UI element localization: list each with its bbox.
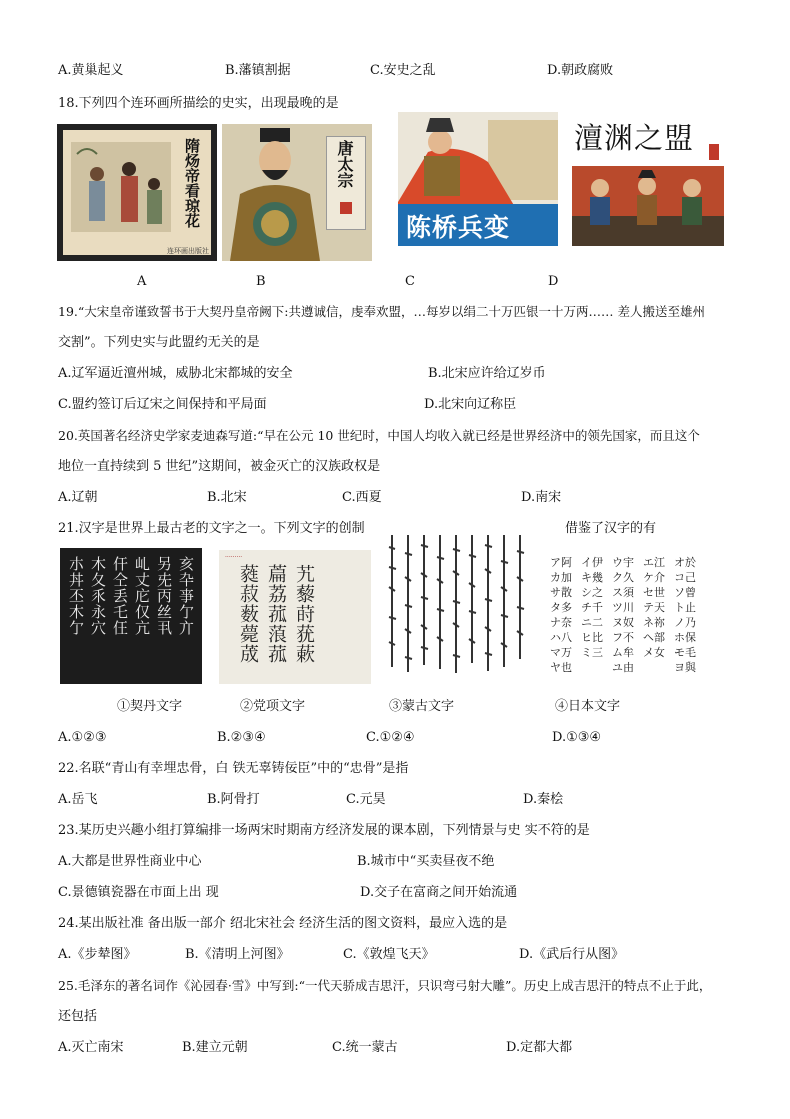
q24-option-a: A.《步辇图》 [58,947,137,962]
q25-option-d: D.定都大都 [506,1040,573,1055]
q23-option-b: B.城市中“买卖昼夜不绝 [357,854,495,869]
kana-cell [581,660,612,675]
q25-option-a: A.灭亡南宋 [58,1040,124,1055]
q21-stem-part1: 21.汉字是世界上最古老的文字之一。下列文字的创制 [58,521,365,536]
kana-cell: ウ宇 [612,556,634,569]
q17-option-c: C.安史之乱 [370,63,436,78]
kana-cell [643,660,674,675]
kana-cell: ト止 [674,601,696,614]
kana-cell: サ散 [550,586,572,599]
comic-title-b: 唐太宗 [335,140,354,188]
kana-cell: ヌ奴 [612,616,634,629]
comic-title-c: 陈桥兵变 [406,213,511,242]
kana-cell: モ毛 [674,646,696,659]
kana-cell: ニ二 [581,616,603,629]
kana-cell: メ女 [643,646,665,659]
kana-cell: マ万 [550,646,572,659]
q18-stem: 18.下列四个连环画所描绘的史实，出现最晚的是 [58,96,339,111]
kana-cell: キ幾 [581,571,603,584]
q21-label-1: ①契丹文字 [117,699,183,714]
q21-label-3: ③蒙古文字 [389,699,455,714]
q24-stem: 24.某出版社准 备出版一部介 绍北宋社会 经济生活的图文资料，最应入选的是 [58,916,508,931]
kana-cell: コ己 [674,571,696,584]
kana-cell: ノ乃 [674,616,696,629]
q23-option-c: C.景德镇瓷器在市面上出 现 [58,885,219,900]
japanese-kana-table [548,553,708,681]
kana-cell: ヘ部 [643,631,665,644]
kana-cell: ス須 [612,586,634,599]
kana-cell: シ之 [581,586,603,599]
kana-cell: ホ保 [674,631,696,644]
kana-cell: エ江 [643,556,665,569]
q20-stem-line2: 地位一直持续到 5 世纪”这期间，被金灭亡的汉族政权是 [58,459,381,474]
q20-option-a: A.辽朝 [58,490,98,505]
mongolian-script-image [380,527,530,685]
kana-cell: ヒ比 [581,631,603,644]
kana-cell: ネ祢 [643,616,665,629]
q20-option-d: D.南宋 [521,490,562,505]
kana-cell: ケ介 [643,571,665,584]
kana-cell: セ世 [643,586,665,599]
q25-stem-line2: 还包括 [58,1009,98,1024]
q19-stem-line1: 19.“大宋皇帝谨致誓书于大契丹皇帝阙下:共遵诚信，虔奉欢盟，…每岁以绢二十万匹银一十万两…… 差人搬送至雄州 [58,304,705,319]
q22-stem: 22.名联“青山有幸埋忠骨，白 铁无辜铸佞臣”中的“忠骨”是指 [58,761,409,776]
q24-option-c: C.《敦煌飞天》 [343,947,435,962]
comic-image-b [222,124,372,261]
q20-option-b: B.北宋 [207,490,247,505]
kana-cell: ク久 [612,571,634,584]
q17-option-d: D.朝政腐败 [547,63,614,78]
comic-caption-c: C [405,274,415,289]
kana-cell: ミ三 [581,646,603,659]
q21-label-4: ④日本文字 [555,699,621,714]
q20-stem-line1: 20.英国著名经济史学家麦迪森写道:“早在公元 10 世纪时，中国人均收入就已经是世界经济中的领先国家，而且这个 [58,428,700,443]
kana-cell: ム牟 [612,646,634,659]
q22-option-b: B.阿骨打 [207,792,260,807]
q17-option-b: B.藩镇割据 [225,63,291,78]
q22-option-a: A.岳飞 [58,792,98,807]
kana-cell: ユ由 [612,661,634,674]
q21-label-2: ②党项文字 [240,699,306,714]
kana-cell: ハ八 [550,631,572,644]
kana-cell: タ多 [550,601,572,614]
kana-cell: ナ奈 [550,616,572,629]
q21-option-d: D.①③④ [552,730,602,745]
kana-cell: チ千 [581,601,603,614]
kana-cell: テ天 [643,601,665,614]
comic-title-d: 澶渊之盟 [574,121,695,155]
q17-option-a: A.黄巢起义 [58,63,124,78]
q25-stem-line1: 25.毛泽东的著名词作《沁园春·雪》中写到:“一代天骄成吉思汗，只识弯弓射大雕”。历史上成吉思汗的特点不止于此， [58,978,712,993]
q24-option-d: D.《武后行从图》 [519,947,625,962]
comic-caption-d: D [548,274,559,289]
kana-cell: ソ曾 [674,586,696,599]
q19-option-d: D.北宋向辽称臣 [424,397,517,412]
q23-option-d: D.交子在富商之间开始流通 [360,885,518,900]
q23-option-a: A.大都是世界性商业中心 [58,854,202,869]
q19-stem-line2: 交割”。下列史实与此盟约无关的是 [58,335,260,350]
q20-option-c: C.西夏 [342,490,382,505]
kana-cell: フ不 [612,631,634,644]
kana-cell: オ於 [674,556,696,569]
q19-option-b: B.北宋应许给辽岁币 [428,366,546,381]
comic-publisher-a: 连环画出版社 [167,247,209,255]
q19-option-c: C.盟约签订后辽宋之间保持和平局面 [58,397,267,412]
tangut-script-image: ········· 蕤菽薮薨荿 萹荔菰蒗菰 艽藜莳莸蔌 [219,550,371,684]
q21-option-a: A.①②③ [58,730,107,745]
q25-option-b: B.建立元朝 [182,1040,248,1055]
comic-image-c [398,112,558,246]
comic-image-a [57,124,217,261]
comic-title-a: 隋炀帝看琼花 [183,138,201,228]
q22-option-c: C.元昊 [346,792,386,807]
kana-cell: ア阿 [550,556,572,569]
q25-option-c: C.统一蒙古 [332,1040,398,1055]
q21-option-c: C.①②④ [366,730,415,745]
kana-cell: カ加 [550,571,572,584]
comic-caption-b: B [256,274,266,289]
khitan-script-image: 亥卆亊亇亣 另兂丙丝丮 乢丈庀仅亢 仠仝丢乇仼 木夂乑永穴 朩丼丕木亇 [60,548,202,684]
kana-cell: ツ川 [612,601,634,614]
q24-option-b: B.《清明上河图》 [185,947,290,962]
kana-cell: イ伊 [581,556,603,569]
kana-cell: ヨ與 [674,661,696,674]
kana-cell: ヤ也 [550,661,572,674]
comic-caption-a: A [137,274,147,289]
q23-stem: 23.某历史兴趣小组打算编排一场两宋时期南方经济发展的课本剧，下列情景与史 实不符的是 [58,823,590,838]
comic-image-d [572,106,724,246]
q21-option-b: B.②③④ [217,730,266,745]
q22-option-d: D.秦桧 [523,792,564,807]
q19-option-a: A.辽军逼近澶州城，威胁北宋都城的安全 [58,366,293,381]
q21-stem-part2: 借鉴了汉字的有 [565,521,657,536]
